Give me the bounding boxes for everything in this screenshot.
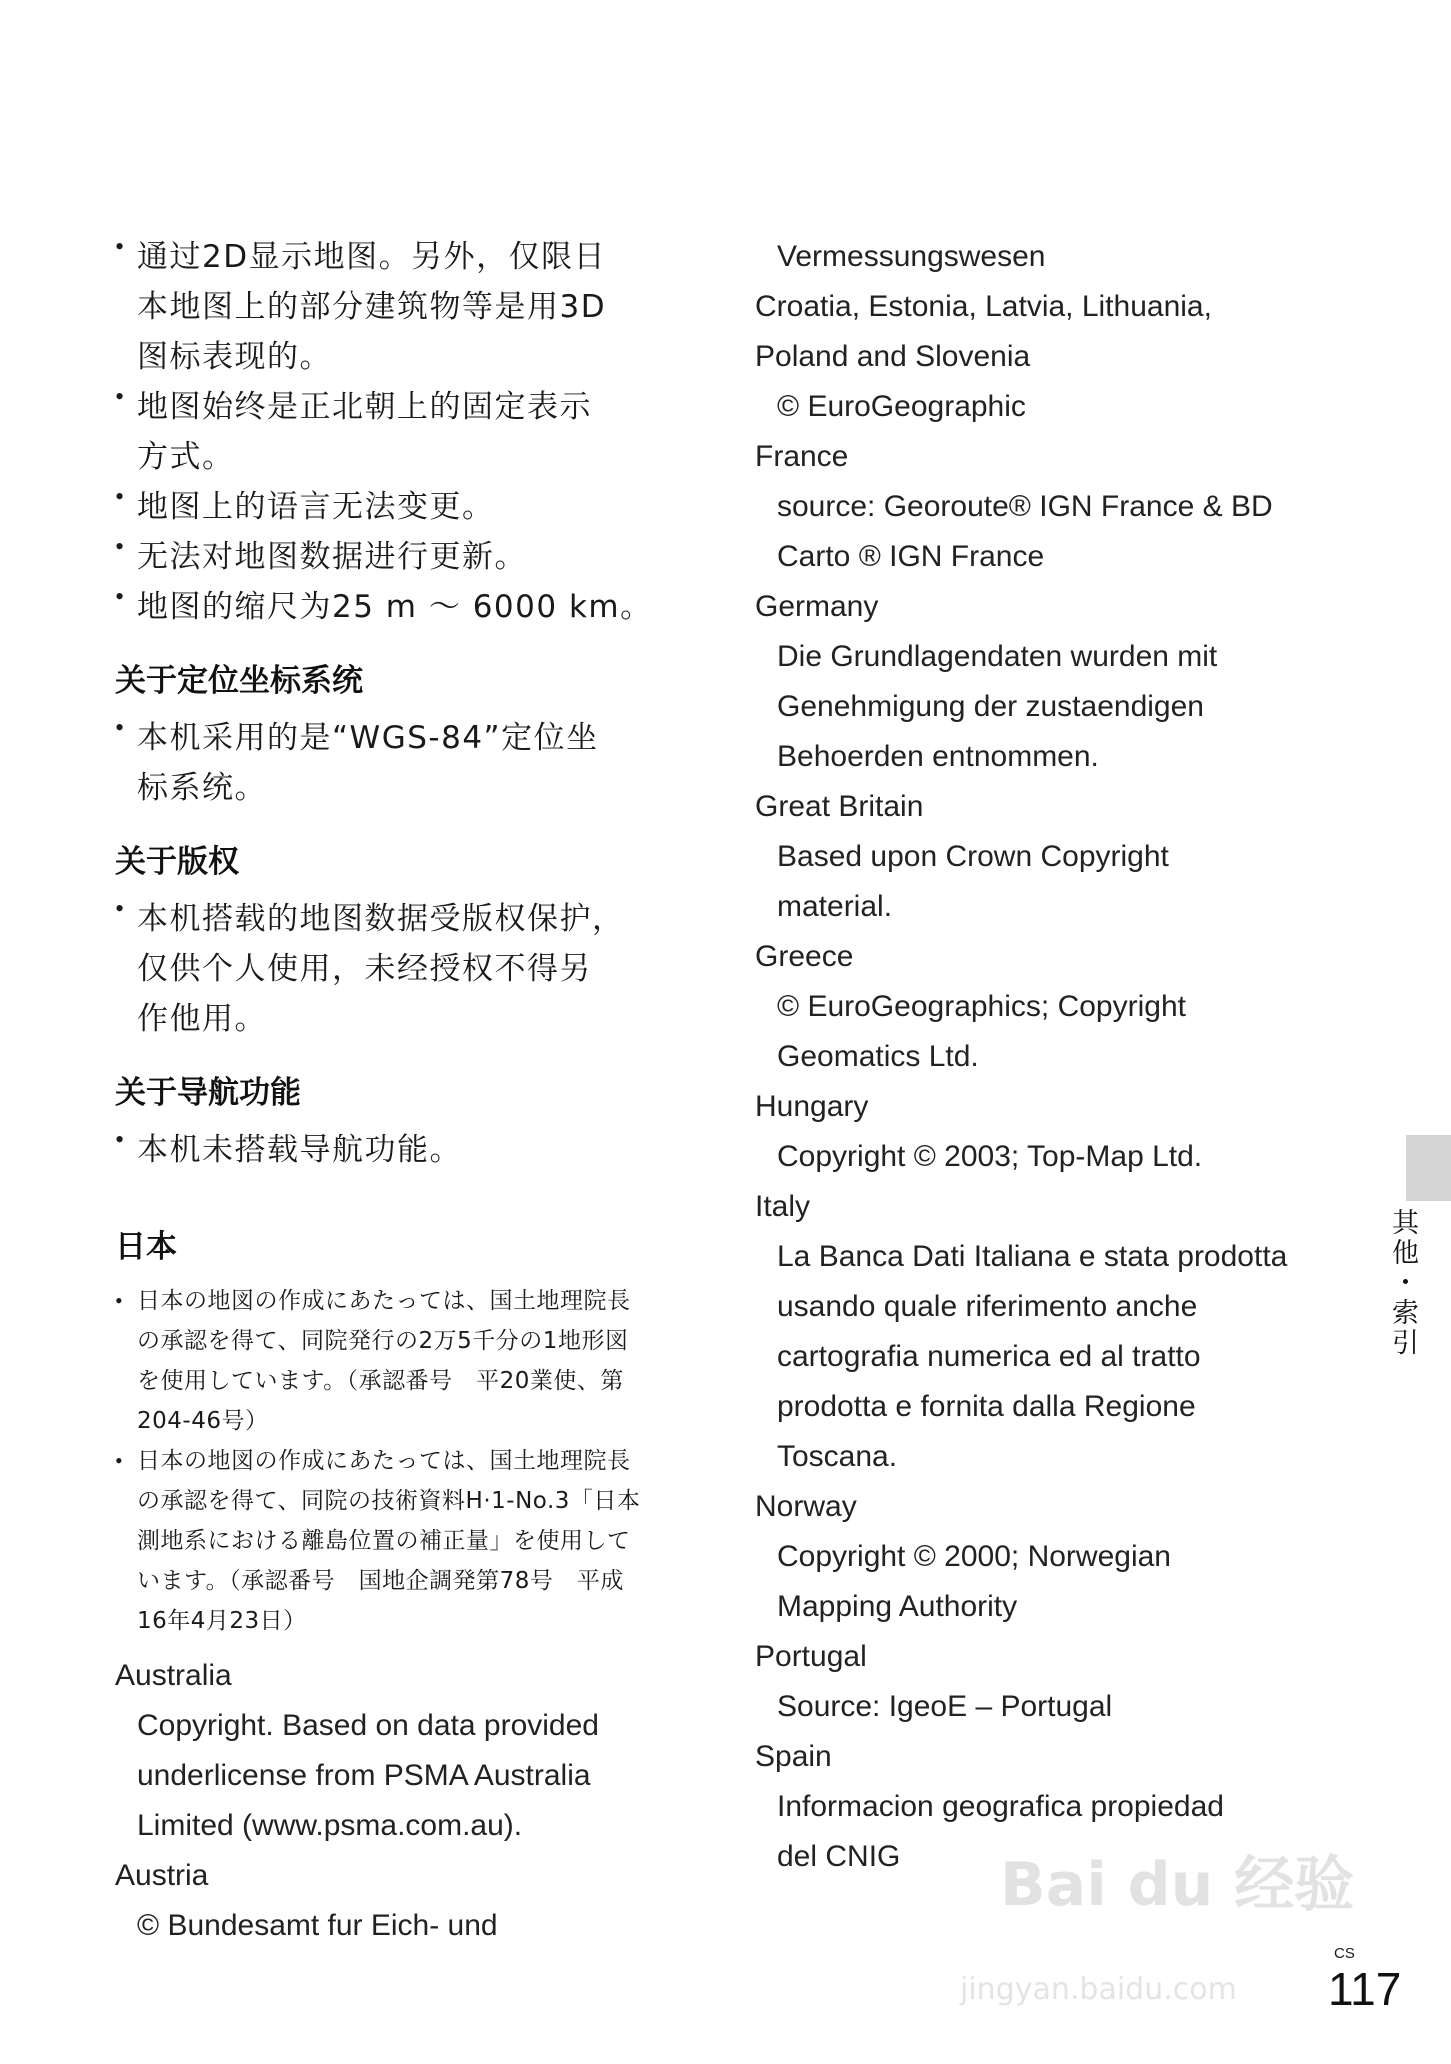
section-tab	[1406, 1135, 1451, 1201]
bullet-line: 日本の地図の作成にあたっては、国土地理院長	[137, 1448, 631, 1474]
bullet-item	[115, 232, 675, 382]
bullet-item	[115, 582, 675, 632]
copyright-line: prodotta e fornita dalla Regione	[777, 1390, 1196, 1423]
section-tab-label: 其他・索引	[1387, 1208, 1418, 1358]
bullet-line: 地图的缩尺为25 m ～ 6000 km。	[137, 589, 653, 625]
copyright-line: material.	[777, 890, 893, 923]
bullet-line: 16年4月23日）	[137, 1608, 307, 1634]
copyright-line: Carto ® IGN France	[777, 540, 1045, 573]
bullet-icon: •	[115, 582, 125, 611]
copyright-line: Based upon Crown Copyright	[777, 840, 1169, 873]
bullet-line: 作他用。	[137, 1001, 267, 1037]
copyright-line: cartografia numerica ed al tratto	[777, 1340, 1201, 1373]
copyright-line: underlicense from PSMA Australia	[137, 1759, 591, 1792]
country-name: Norway	[755, 1490, 857, 1523]
bullet-line: 本机搭载的地图数据受版权保护，	[137, 901, 625, 937]
bullet-icon: •	[115, 1288, 123, 1313]
copyright-line: Informacion geografica propiedad	[777, 1790, 1224, 1823]
bullet-line: 204-46号）	[137, 1408, 269, 1434]
bullet-line: の承認を得て、同院の技術資料H·1-No.3「日本	[137, 1488, 641, 1514]
country-name: Portugal	[755, 1640, 867, 1673]
copyright-line: Copyright © 2000; Norwegian	[777, 1540, 1171, 1573]
bullet-icon: •	[115, 1448, 123, 1473]
bullet-icon: •	[115, 1125, 125, 1154]
bullet-item	[115, 713, 675, 813]
bullet-line: 标系统。	[137, 770, 267, 806]
copyright-line: La Banca Dati Italiana e stata prodotta	[777, 1240, 1288, 1273]
bullet-line: 无法对地图数据进行更新。	[137, 539, 527, 575]
bullet-item	[115, 1281, 675, 1441]
copyright-line: Limited (www.psma.com.au).	[137, 1809, 523, 1842]
bullet-line: 本地图上的部分建筑物等是用3D	[137, 289, 607, 325]
bullet-icon: •	[115, 713, 125, 742]
japanese-notes	[115, 1281, 675, 1641]
copyright-line: Vermessungswesen	[777, 240, 1046, 273]
country-name: Croatia, Estonia, Latvia, Lithuania,	[755, 290, 1212, 323]
bullet-item	[115, 894, 675, 1044]
bullet-item	[115, 532, 675, 582]
country-name: Great Britain	[755, 790, 924, 823]
country-name: Poland and Slovenia	[755, 340, 1031, 373]
bullet-line: 通过2D显示地图。另外，仅限日	[137, 239, 607, 275]
watermark-url: jingyan.baidu.com	[960, 1972, 1237, 2007]
bullet-icon: •	[115, 532, 125, 561]
copyright-line: © EuroGeographics; Copyright	[777, 990, 1186, 1023]
country-name: Hungary	[755, 1090, 869, 1123]
bullet-icon: •	[115, 382, 125, 411]
country-name: Spain	[755, 1740, 832, 1773]
bullet-item	[115, 1441, 675, 1641]
left-column	[115, 232, 675, 1951]
bullet-line: 日本の地図の作成にあたっては、国土地理院長	[137, 1288, 631, 1314]
country-name: France	[755, 440, 849, 473]
copyright-line: Toscana.	[777, 1440, 898, 1473]
section-heading: 关于定位坐标系统	[115, 663, 363, 699]
bullet-icon: •	[115, 232, 125, 261]
bullet-icon: •	[115, 894, 125, 923]
bullet-line: を使用しています。（承認番号 平20業使、第	[137, 1368, 624, 1394]
copyright-line: del CNIG	[777, 1840, 901, 1873]
copyright-line: Die Grundlagendaten wurden mit	[777, 640, 1218, 673]
bullet-line: 地图始终是正北朝上的固定表示	[137, 389, 592, 425]
copyright-line: Behoerden entnommen.	[777, 740, 1099, 773]
section-heading: 日本	[115, 1229, 177, 1265]
copyright-line: Source: IgeoE – Portugal	[777, 1690, 1113, 1723]
bullet-line: 地图上的语言无法变更。	[137, 489, 495, 525]
copyright-line: usando quale riferimento anche	[777, 1290, 1198, 1323]
bullet-item	[115, 482, 675, 532]
section-heading: 关于导航功能	[115, 1075, 301, 1111]
copyright-line: Mapping Authority	[777, 1590, 1018, 1623]
bullet-line: 本机未搭载导航功能。	[137, 1132, 462, 1168]
copyright-line: Genehmigung der zustaendigen	[777, 690, 1204, 723]
bullet-item	[115, 382, 675, 482]
watermark-logo: Bai du 经验	[1000, 1850, 1355, 1920]
copyright-line: Copyright. Based on data provided	[137, 1709, 599, 1742]
copyright-line: Geomatics Ltd.	[777, 1040, 979, 1073]
bullet-line: の承認を得て、同院発行の2万5千分の1地形図	[137, 1328, 629, 1354]
country-name: Greece	[755, 940, 854, 973]
bullet-line: 測地系における離島位置の補正量」を使用して	[137, 1528, 631, 1554]
page-number: 117	[1328, 1963, 1402, 2015]
copyright-line: © Bundesamt fur Eich- und	[137, 1909, 498, 1942]
language-code: CS	[1334, 1945, 1355, 1962]
bullet-line: 本机采用的是“WGS-84”定位坐	[137, 720, 599, 756]
country-name: Italy	[755, 1190, 811, 1223]
copyright-line: © EuroGeographic	[777, 390, 1026, 423]
country-name: Austria	[115, 1859, 209, 1892]
bullet-icon: •	[115, 482, 125, 511]
copyright-line: source: Georoute® IGN France & BD	[777, 490, 1273, 523]
country-name: Germany	[755, 590, 879, 623]
country-name: Australia	[115, 1659, 232, 1692]
bullet-line: 方式。	[137, 439, 235, 475]
bullet-line: 仅供个人使用，未经授权不得另	[137, 951, 592, 987]
bullet-line: 图标表现的。	[137, 339, 332, 375]
bullet-line: います。（承認番号 国地企調発第78号 平成	[137, 1568, 624, 1594]
right-column	[755, 232, 1355, 1882]
bullet-item	[115, 1125, 675, 1175]
copyright-line: Copyright © 2003; Top-Map Ltd.	[777, 1140, 1203, 1173]
section-heading: 关于版权	[115, 844, 239, 880]
